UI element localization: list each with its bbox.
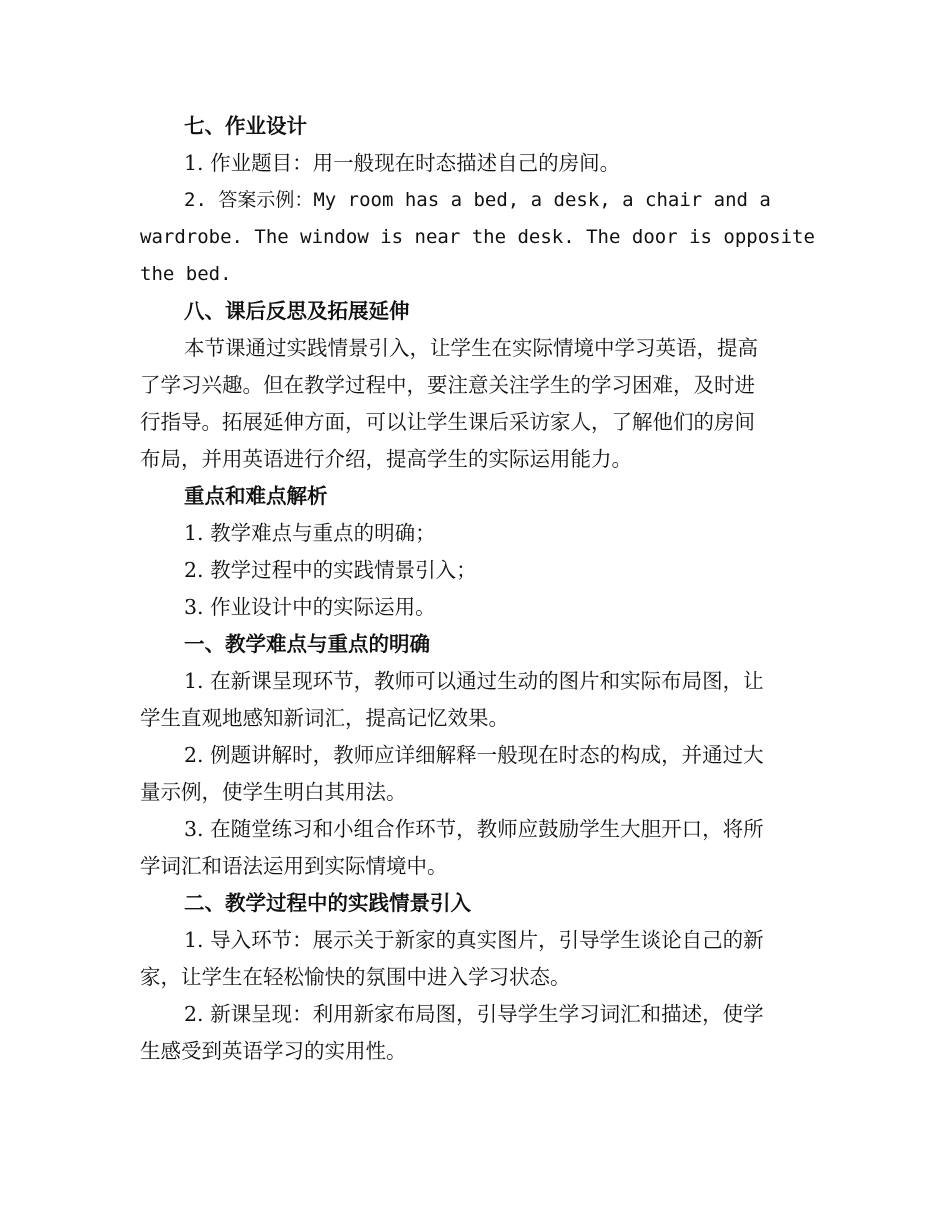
- paragraph-line: 布局，并用英语进行介绍，提高学生的实际运用能力。: [140, 447, 632, 471]
- paragraph-line: 3. 作业设计中的实际运用。: [184, 595, 436, 619]
- paragraph-line: 1. 教学难点与重点的明确；: [184, 521, 436, 545]
- paragraph: [140, 182, 815, 293]
- paragraph-line: the bed.: [140, 263, 232, 285]
- paragraph-line: 2. 例题讲解时，教师应详细解释一般现在时态的构成，并通过大: [184, 743, 764, 767]
- paragraph: [140, 663, 808, 737]
- paragraph-line: 了学习兴趣。但在教学过程中，要注意关注学生的学习困难，及时进: [140, 373, 755, 397]
- paragraph: [140, 811, 808, 885]
- section-heading: 一、教学难点与重点的明确: [184, 632, 430, 656]
- section-heading: 七、作业设计: [184, 114, 307, 138]
- paragraph: [140, 996, 808, 1070]
- paragraph-line: 3. 在随堂练习和小组合作环节，教师应鼓励学生大胆开口，将所: [184, 817, 764, 841]
- paragraph-line: 行指导。拓展延伸方面，可以让学生课后采访家人，了解他们的房间: [140, 410, 755, 434]
- document-body: [140, 108, 815, 1070]
- paragraph-line: 2. 教学过程中的实践情景引入；: [184, 558, 477, 582]
- paragraph-line: 1. 作业题目：用一般现在时态描述自己的房间。: [184, 151, 621, 175]
- paragraph-line: 家，让学生在轻松愉快的氛围中进入学习状态。: [140, 965, 571, 989]
- paragraph: [140, 552, 808, 589]
- paragraph: [140, 145, 808, 182]
- paragraph-line: 2. 新课呈现：利用新家布局图，引导学生学习词汇和描述，使学: [184, 1002, 764, 1026]
- paragraph-line: wardrobe. The window is near the desk. The door is opposite: [140, 226, 815, 248]
- paragraph-line: 量示例，使学生明白其用法。: [140, 780, 407, 804]
- section-heading: 八、课后反思及拓展延伸: [184, 299, 410, 323]
- paragraph: [140, 737, 808, 811]
- paragraph-line: 本节课通过实践情景引入，让学生在实际情境中学习英语，提高: [184, 336, 758, 360]
- paragraph-line: 学词汇和语法运用到实际情境中。: [140, 854, 448, 878]
- paragraph: [140, 589, 808, 626]
- section-heading: 二、教学过程中的实践情景引入: [184, 891, 471, 915]
- paragraph: [140, 922, 808, 996]
- paragraph: [140, 330, 808, 478]
- paragraph-line: 2. 答案示例：My room has a bed, a desk, a chair and a: [184, 189, 771, 211]
- paragraph-line: 1. 导入环节：展示关于新家的真实图片，引导学生谈论自己的新: [184, 928, 764, 952]
- section-heading: 重点和难点解析: [184, 484, 328, 508]
- paragraph: [140, 515, 808, 552]
- paragraph-line: 学生直观地感知新词汇，提高记忆效果。: [140, 706, 509, 730]
- paragraph-line: 生感受到英语学习的实用性。: [140, 1039, 407, 1063]
- paragraph-line: 1. 在新课呈现环节，教师可以通过生动的图片和实际布局图，让: [184, 669, 764, 693]
